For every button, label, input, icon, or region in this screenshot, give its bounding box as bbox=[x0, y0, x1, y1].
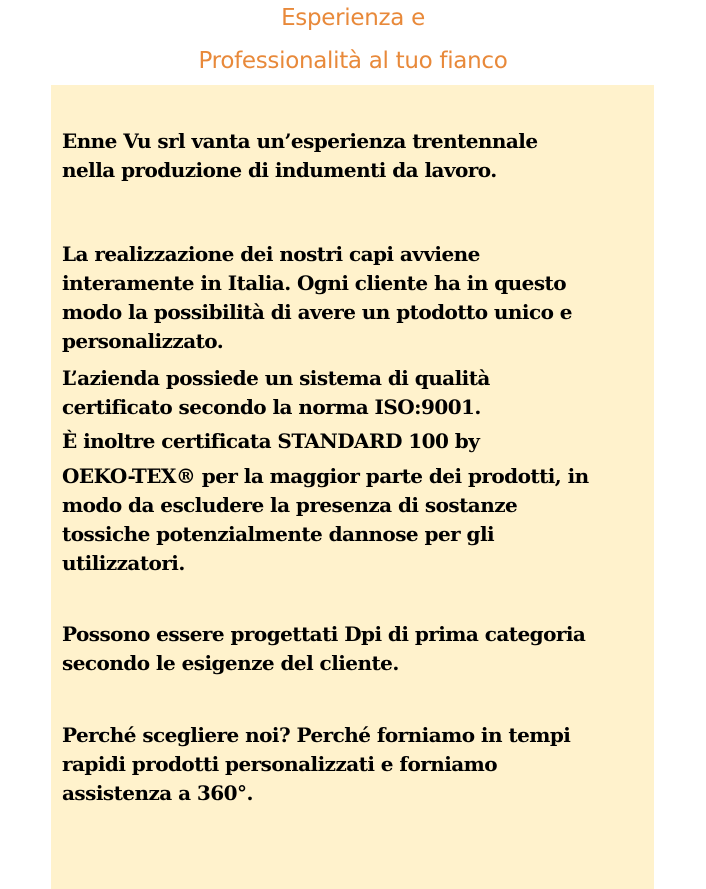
paragraph-line: rapidi prodotti personalizzati e forniamo bbox=[62, 752, 498, 776]
paragraph-line: Enne Vu srl vanta un’esperienza trentennale bbox=[62, 129, 538, 153]
paragraph-oeko-tex bbox=[62, 462, 662, 578]
heading-line-1: Esperienza e bbox=[281, 5, 425, 31]
paragraph-iso-certification bbox=[62, 364, 662, 422]
paragraph-line: È inoltre certificata STANDARD 100 by bbox=[62, 429, 480, 453]
paragraph-line: modo da escludere la presenza di sostanze bbox=[62, 493, 518, 517]
paragraph-line: utilizzatori. bbox=[62, 551, 185, 575]
paragraph-line: Perché scegliere noi? Perché forniamo in tempi bbox=[62, 723, 571, 747]
paragraph-line: modo la possibilità di avere un ptodotto unico e bbox=[62, 300, 572, 324]
paragraph-line: Possono essere progettati Dpi di prima categoria bbox=[62, 622, 586, 646]
paragraph-line: OEKO-TEX® per la maggior parte dei prodotti, in bbox=[62, 464, 589, 488]
paragraph-standard-100 bbox=[62, 427, 662, 456]
paragraph-line: secondo le esigenze del cliente. bbox=[62, 651, 399, 675]
heading-line-2: Professionalità al tuo fianco bbox=[198, 48, 508, 74]
paragraph-dpi bbox=[62, 620, 662, 678]
paragraph-line: personalizzato. bbox=[62, 329, 224, 353]
paragraph-line: certificato secondo la norma ISO:9001. bbox=[62, 395, 481, 419]
paragraph-line: nella produzione di indumenti da lavoro. bbox=[62, 158, 497, 182]
paragraph-line: assistenza a 360°. bbox=[62, 781, 253, 805]
paragraph-why-choose-us bbox=[62, 721, 662, 808]
paragraph-line: tossiche potenzialmente dannose per gli bbox=[62, 522, 495, 546]
paragraph-line: interamente in Italia. Ogni cliente ha in questo bbox=[62, 271, 567, 295]
paragraph-experience bbox=[62, 127, 662, 185]
paragraph-line: La realizzazione dei nostri capi avviene bbox=[62, 242, 480, 266]
paragraph-made-in-italy bbox=[62, 240, 662, 356]
paragraph-line: L’azienda possiede un sistema di qualità bbox=[62, 366, 490, 390]
